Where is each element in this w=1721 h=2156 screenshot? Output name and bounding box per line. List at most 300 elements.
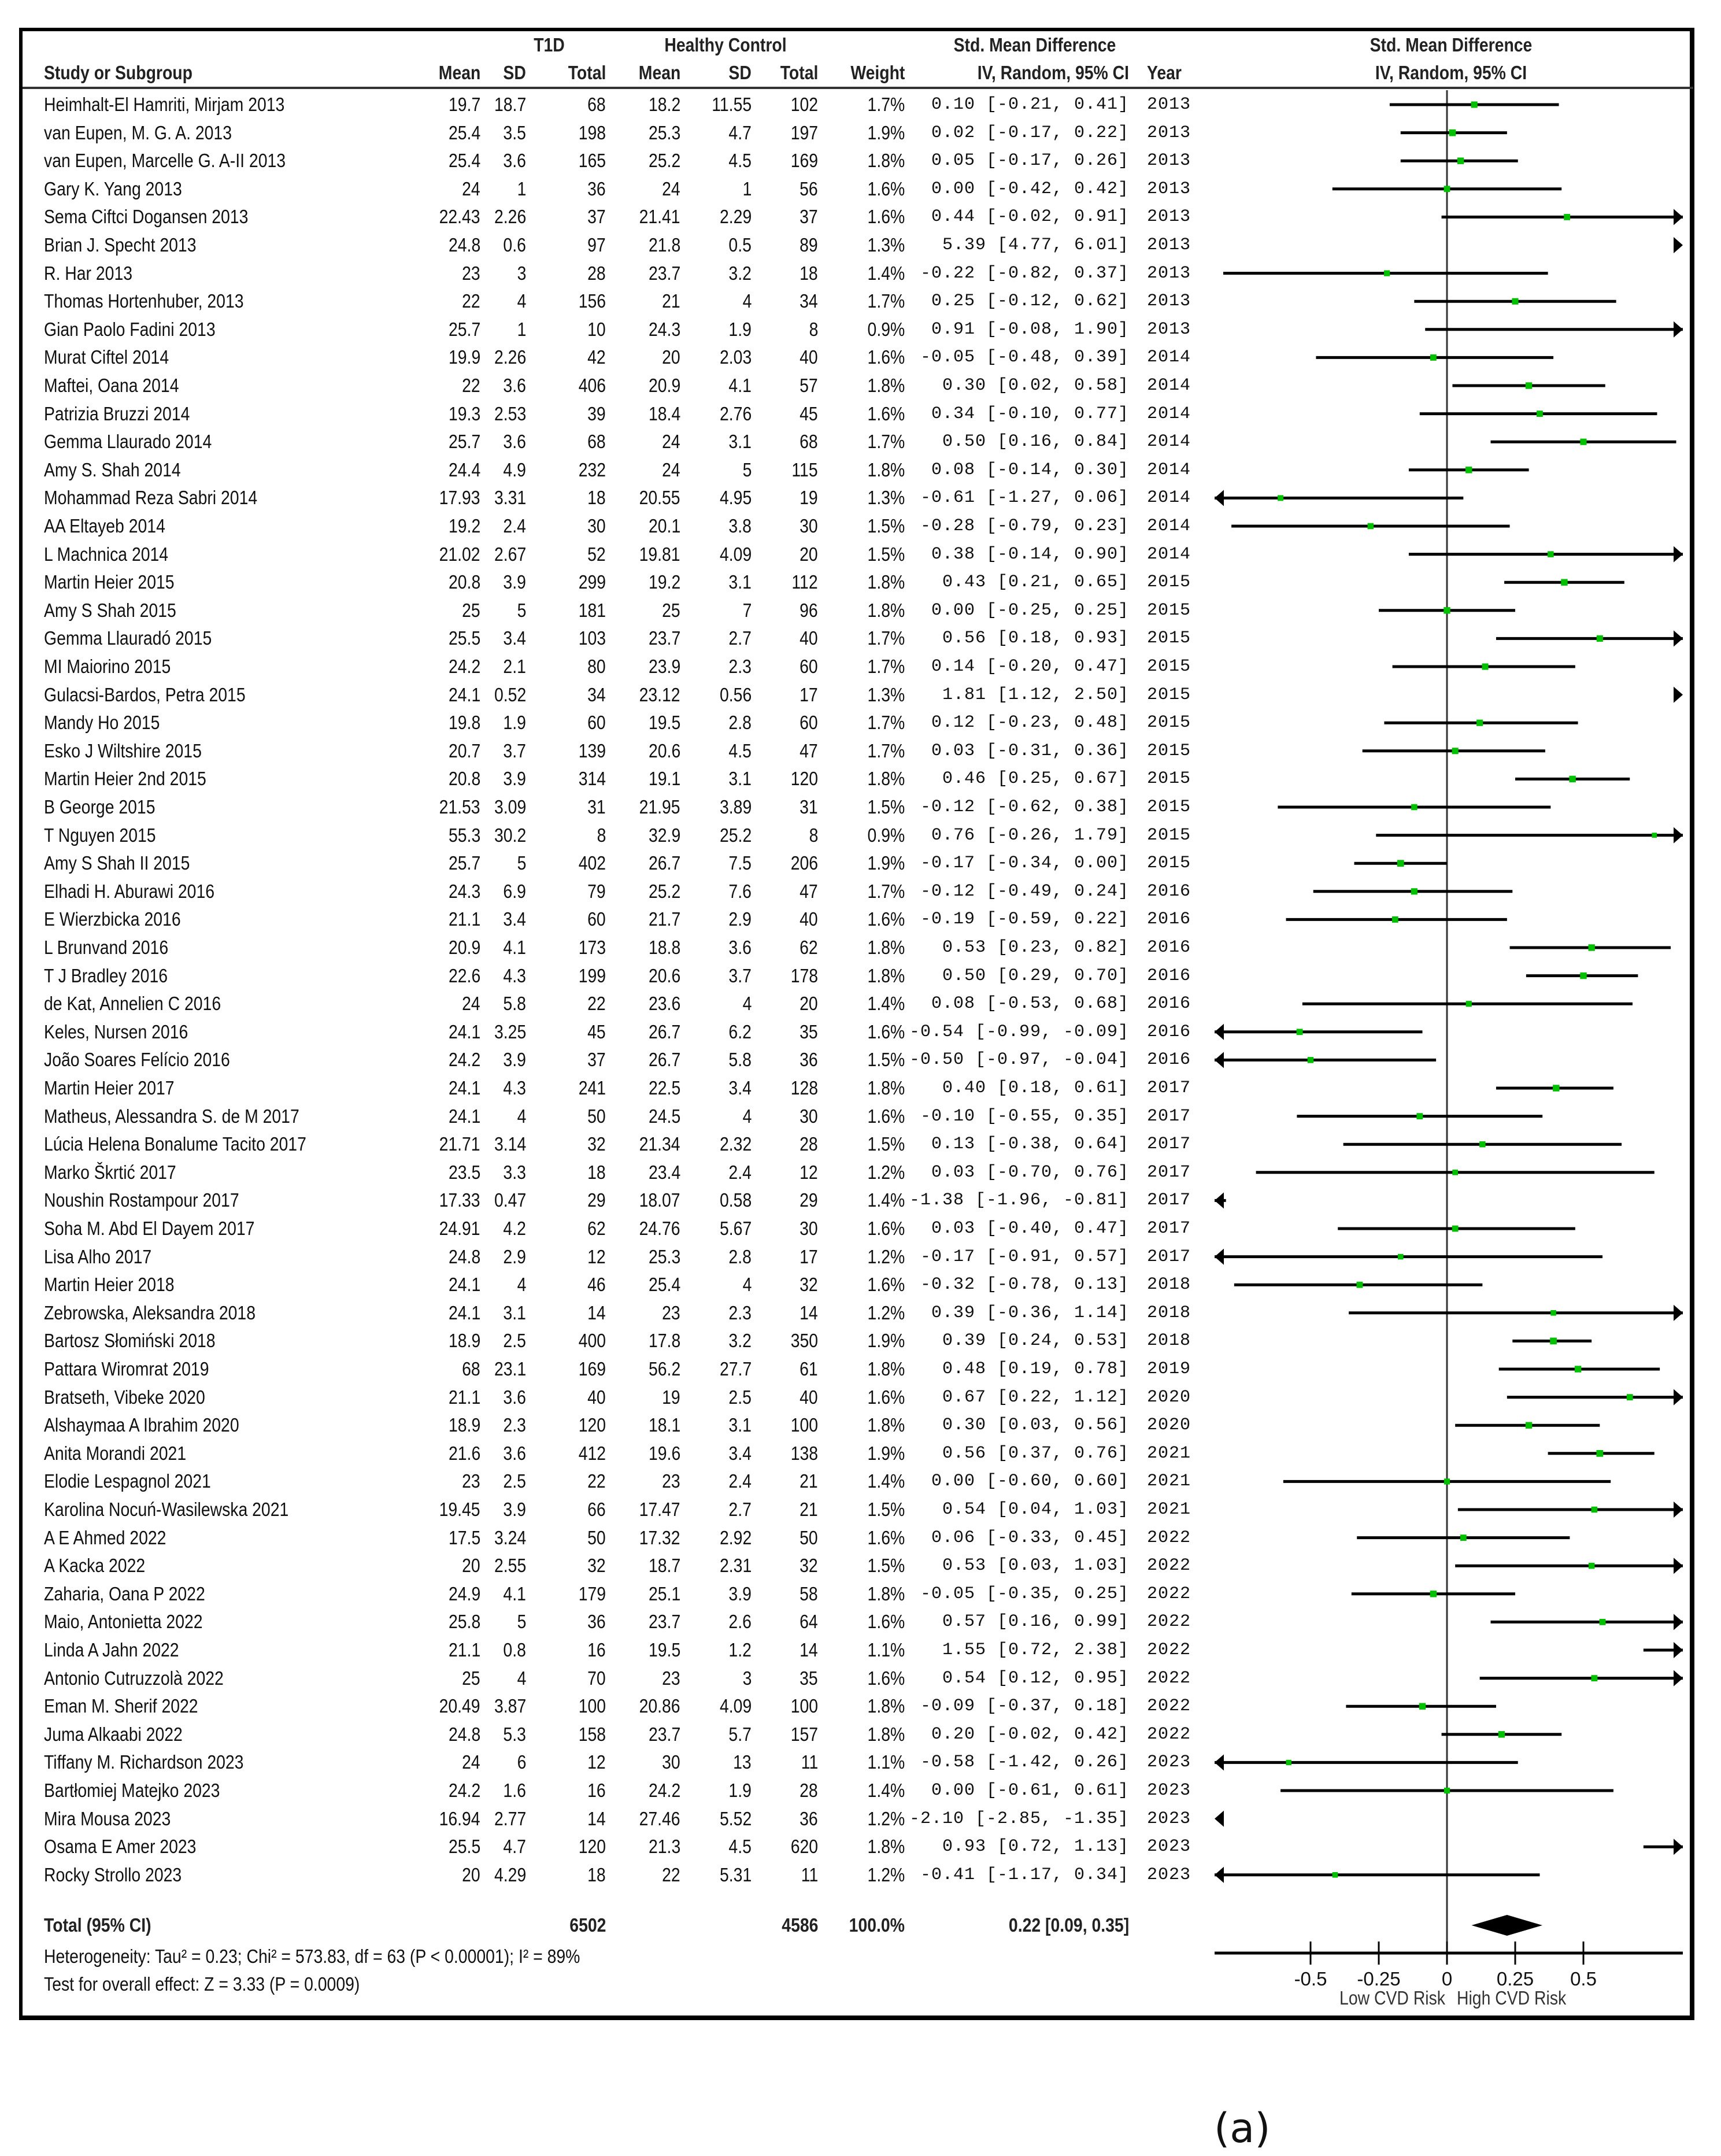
t1d-sd: 4 [517, 290, 526, 312]
point-estimate [1479, 1141, 1486, 1148]
study-ci-mark [1455, 1558, 1683, 1574]
smd-ci: -0.17 [-0.91, 0.57] [920, 1247, 1129, 1267]
smd-ci: 0.44 [-0.02, 0.91] [931, 207, 1129, 227]
ci-arrow-left [1215, 490, 1224, 506]
smd-ci: -0.10 [-0.55, 0.35] [920, 1106, 1129, 1126]
study-name: Linda A Jahn 2022 [44, 1639, 179, 1661]
study-ci-mark [1344, 1141, 1622, 1148]
hc-total: 32 [800, 1274, 818, 1296]
point-estimate [1465, 467, 1472, 473]
hc-total: 206 [790, 852, 818, 874]
weight: 1.4% [867, 1780, 905, 1801]
weight: 1.9% [867, 121, 905, 143]
study-ci-mark [1379, 607, 1515, 613]
x-tick-label: -0.5 [1294, 1968, 1327, 1989]
t1d-total: 18 [587, 487, 606, 509]
smd-ci: 1.55 [0.72, 2.38] [942, 1640, 1129, 1660]
smd-ci: 0.93 [0.72, 1.13] [942, 1837, 1129, 1857]
col-header-plot-ci: IV, Random, 95% CI [1375, 62, 1527, 83]
point-estimate [1466, 1001, 1472, 1007]
hc-sd: 11.55 [712, 94, 752, 115]
weight: 1.8% [867, 1358, 905, 1380]
total-label: Total (95% CI) [44, 1914, 151, 1936]
hc-mean: 20.55 [639, 487, 680, 509]
t1d-sd: 2.77 [494, 1807, 526, 1829]
weight: 1.8% [867, 458, 905, 480]
year: 2015 [1147, 572, 1191, 593]
study-ci-mark [1409, 546, 1683, 563]
year: 2015 [1147, 713, 1191, 733]
hc-mean: 23.7 [648, 1611, 680, 1633]
study-name: Martin Heier 2015 [44, 571, 175, 593]
hc-mean: 19.5 [648, 1639, 680, 1661]
point-estimate [1444, 1478, 1450, 1484]
group-header-smd-plot: Std. Mean Difference [1370, 34, 1533, 56]
weight: 1.1% [867, 1751, 905, 1773]
total-ci: 0.22 [0.09, 0.35] [1008, 1914, 1129, 1936]
year: 2017 [1147, 1247, 1191, 1267]
t1d-sd: 2.26 [494, 206, 526, 228]
hc-total: 68 [800, 431, 818, 453]
smd-ci: 0.48 [0.19, 0.78] [942, 1359, 1129, 1379]
study-ci-mark [1455, 1422, 1600, 1429]
t1d-sd: 3.9 [503, 768, 526, 790]
t1d-mean: 21.53 [439, 796, 480, 818]
point-estimate [1580, 972, 1586, 979]
t1d-sd: 0.47 [494, 1189, 526, 1211]
point-estimate [1397, 860, 1404, 867]
hc-sd: 3 [742, 1667, 752, 1689]
hc-total: 128 [790, 1077, 818, 1099]
t1d-mean: 24.1 [448, 683, 480, 705]
smd-ci: 0.91 [-0.08, 1.90] [931, 319, 1129, 339]
study-ci-mark [1215, 1811, 1224, 1827]
hc-mean: 22 [662, 1863, 680, 1885]
t1d-sd: 3.3 [503, 1161, 526, 1183]
t1d-mean: 22.6 [448, 964, 480, 986]
t1d-mean: 24.2 [448, 1049, 480, 1071]
point-estimate [1537, 411, 1543, 417]
hc-total: 35 [800, 1667, 818, 1689]
hc-total: 138 [790, 1442, 818, 1464]
t1d-total: 80 [587, 656, 606, 677]
study-ci-mark [1644, 1642, 1683, 1658]
smd-ci: 0.67 [0.22, 1.12] [942, 1387, 1129, 1407]
hc-mean: 20.6 [648, 964, 680, 986]
hc-total: 64 [800, 1611, 818, 1633]
t1d-mean: 24 [462, 993, 480, 1015]
smd-ci: -0.54 [-0.99, -0.09] [909, 1022, 1129, 1042]
smd-ci: 0.56 [0.18, 0.93] [942, 628, 1129, 649]
study-name: Maio, Antonietta 2022 [44, 1611, 203, 1633]
smd-ci: 0.03 [-0.40, 0.47] [931, 1219, 1129, 1238]
study-name: Gulacsi-Bardos, Petra 2015 [44, 683, 246, 705]
hc-total: 30 [800, 515, 818, 537]
t1d-total: 79 [587, 880, 606, 902]
smd-ci: -0.32 [-0.78, 0.13] [920, 1275, 1129, 1295]
t1d-sd: 5 [517, 852, 526, 874]
t1d-total: 50 [587, 1526, 606, 1548]
x-tick-label: 0 [1441, 1968, 1453, 1989]
t1d-sd: 1 [517, 177, 526, 199]
t1d-mean: 24.3 [448, 880, 480, 902]
smd-ci: 0.05 [-0.17, 0.26] [931, 151, 1129, 171]
point-estimate [1419, 1703, 1426, 1710]
t1d-total: 68 [587, 94, 606, 115]
hc-mean: 23 [662, 1301, 680, 1323]
year: 2017 [1147, 1078, 1191, 1098]
t1d-total: 12 [587, 1245, 606, 1267]
point-estimate [1430, 354, 1437, 361]
t1d-sd: 2.67 [494, 543, 526, 565]
study-ci-mark [1357, 1534, 1570, 1541]
smd-ci: 0.40 [0.18, 0.61] [942, 1078, 1129, 1098]
point-estimate [1482, 663, 1489, 670]
hc-total: 102 [790, 94, 818, 115]
hc-sd: 6.2 [728, 1020, 752, 1042]
smd-ci: -2.10 [-2.85, -1.35] [909, 1809, 1129, 1829]
t1d-mean: 24.1 [448, 1301, 480, 1323]
t1d-total: 60 [587, 712, 606, 734]
weight: 1.8% [867, 599, 905, 621]
weight: 1.3% [867, 234, 905, 256]
smd-ci: -0.12 [-0.49, 0.24] [920, 881, 1129, 901]
t1d-total: 37 [587, 206, 606, 228]
study-ci-mark [1215, 1024, 1423, 1040]
t1d-mean: 24.8 [448, 1723, 480, 1745]
t1d-sd: 1.6 [503, 1780, 526, 1801]
t1d-mean: 24.1 [448, 1077, 480, 1099]
hc-sd: 2.3 [728, 1301, 752, 1323]
hc-mean: 27.46 [639, 1807, 680, 1829]
smd-ci: -0.05 [-0.48, 0.39] [920, 347, 1129, 368]
col-header-hc-mean: Mean [638, 62, 680, 83]
study-name: Martin Heier 2018 [44, 1274, 175, 1296]
hc-mean: 18.2 [648, 94, 680, 115]
smd-ci: 0.02 [-0.17, 0.22] [931, 123, 1129, 143]
study-ci-mark [1316, 354, 1553, 361]
smd-ci: 0.03 [-0.31, 0.36] [931, 741, 1129, 761]
hc-mean: 23.9 [648, 656, 680, 677]
weight: 1.6% [867, 1020, 905, 1042]
t1d-mean: 22 [462, 375, 480, 396]
ci-arrow-right [1674, 321, 1683, 338]
year: 2017 [1147, 1219, 1191, 1238]
weight: 1.2% [867, 1245, 905, 1267]
weight: 1.8% [867, 1723, 905, 1745]
study-ci-mark [1256, 1170, 1655, 1175]
t1d-total: 18 [587, 1863, 606, 1885]
study-ci-mark [1442, 1731, 1562, 1737]
smd-ci: 0.46 [0.25, 0.67] [942, 769, 1129, 789]
study-ci-mark [1401, 158, 1518, 164]
hc-total: 112 [791, 571, 818, 593]
t1d-mean: 24.2 [448, 656, 480, 677]
study-name: Maftei, Oana 2014 [44, 375, 179, 396]
study-ci-mark [1491, 439, 1676, 445]
weight: 1.8% [867, 1077, 905, 1099]
smd-ci: 0.08 [-0.53, 0.68] [931, 994, 1129, 1014]
hc-sd: 5.7 [728, 1723, 752, 1745]
point-estimate [1416, 1113, 1423, 1119]
weight: 1.6% [867, 1526, 905, 1548]
weight: 1.7% [867, 431, 905, 453]
year: 2015 [1147, 741, 1191, 761]
study-ci-mark [1338, 1226, 1575, 1232]
study-name: Gemma Llaurado 2014 [44, 431, 212, 453]
year: 2015 [1147, 657, 1191, 676]
study-ci-mark [1215, 1754, 1518, 1770]
point-estimate [1278, 495, 1283, 501]
t1d-total: 100 [578, 1695, 606, 1717]
t1d-sd: 3.9 [503, 571, 526, 593]
t1d-mean: 24.1 [448, 1105, 480, 1127]
study-name: Juma Alkaabi 2022 [44, 1723, 183, 1745]
hc-mean: 23 [662, 1667, 680, 1689]
hc-mean: 23.7 [648, 262, 680, 284]
weight: 0.9% [867, 824, 905, 846]
weight: 1.5% [867, 1499, 905, 1520]
study-name: Pattara Wiromrat 2019 [44, 1358, 209, 1380]
hc-sd: 2.6 [728, 1611, 752, 1633]
t1d-mean: 21.1 [448, 1639, 480, 1661]
hc-total: 45 [800, 402, 818, 424]
study-name: B George 2015 [44, 796, 156, 818]
t1d-total: 14 [587, 1807, 606, 1829]
hc-mean: 23.7 [648, 627, 680, 649]
smd-ci: -0.50 [-0.97, -0.04] [909, 1050, 1129, 1070]
study-ci-mark [1313, 888, 1513, 894]
year: 2016 [1147, 881, 1191, 901]
t1d-total: 31 [587, 796, 606, 818]
hc-total: 115 [791, 458, 818, 480]
col-header-t1d-sd: SD [503, 62, 526, 83]
weight: 1.9% [867, 1330, 905, 1352]
weight: 1.6% [867, 402, 905, 424]
col-header-weight: Weight [850, 62, 905, 83]
weight: 0.9% [867, 318, 905, 340]
study-ci-mark [1420, 411, 1657, 417]
smd-ci: 0.54 [0.04, 1.03] [942, 1500, 1129, 1519]
study-ci-mark [1234, 1282, 1483, 1288]
hc-mean: 21.8 [648, 234, 680, 256]
col-header-t1d-mean: Mean [438, 62, 480, 83]
year: 2022 [1147, 1640, 1191, 1660]
hc-sd: 4.95 [719, 487, 752, 509]
t1d-total: 406 [578, 375, 606, 396]
hc-mean: 18.8 [648, 937, 680, 958]
col-header-ci: IV, Random, 95% CI [977, 62, 1129, 83]
year: 2016 [1147, 909, 1191, 930]
weight: 1.6% [867, 1274, 905, 1296]
point-estimate [1588, 944, 1594, 951]
study-name: Bratseth, Vibeke 2020 [44, 1386, 205, 1408]
hc-mean: 25.2 [648, 880, 680, 902]
year: 2016 [1147, 994, 1191, 1014]
t1d-total: 179 [578, 1582, 606, 1604]
year: 2016 [1147, 1050, 1191, 1070]
x-tick-label: 0.25 [1496, 1968, 1534, 1989]
smd-ci: 0.50 [0.16, 0.84] [942, 432, 1129, 452]
ci-arrow-right [1674, 630, 1683, 646]
t1d-mean: 16.94 [439, 1807, 480, 1829]
hc-sd: 5.52 [719, 1807, 752, 1829]
study-ci-mark [1215, 1867, 1539, 1883]
ci-arrow-right [1674, 1614, 1683, 1630]
hc-mean: 22.5 [648, 1077, 680, 1099]
year: 2017 [1147, 1190, 1191, 1211]
hc-total: 96 [800, 599, 818, 621]
hc-sd: 0.5 [728, 234, 752, 256]
study-name: Matheus, Alessandra S. de M 2017 [44, 1105, 299, 1127]
smd-ci: 0.30 [0.02, 0.58] [942, 376, 1129, 395]
hc-total: 17 [800, 683, 818, 705]
year: 2021 [1147, 1443, 1191, 1463]
t1d-total: 36 [587, 177, 606, 199]
t1d-sd: 2.55 [494, 1555, 526, 1577]
hc-total: 28 [800, 1133, 818, 1155]
t1d-mean: 18.9 [448, 1330, 480, 1352]
t1d-sd: 5 [517, 1611, 526, 1633]
hc-mean: 25 [662, 599, 680, 621]
t1d-mean: 21.6 [448, 1442, 480, 1464]
hc-total: 36 [800, 1049, 818, 1071]
weight: 1.5% [867, 543, 905, 565]
year: 2014 [1147, 376, 1191, 395]
study-ci-mark [1409, 467, 1529, 473]
t1d-sd: 3.9 [503, 1049, 526, 1071]
study-name: Alshaymaa A Ibrahim 2020 [44, 1414, 239, 1436]
year: 2023 [1147, 1865, 1191, 1885]
point-estimate [1652, 833, 1657, 838]
weight: 1.5% [867, 1555, 905, 1577]
weight: 1.6% [867, 1611, 905, 1633]
hc-sd: 3.4 [728, 1077, 752, 1099]
smd-ci: -0.58 [-1.42, 0.26] [920, 1752, 1129, 1773]
year: 2013 [1147, 151, 1191, 171]
hc-mean: 19.81 [639, 543, 680, 565]
t1d-sd: 3.9 [503, 1499, 526, 1520]
smd-ci: 0.53 [0.03, 1.03] [942, 1556, 1129, 1576]
study-name: Tiffany M. Richardson 2023 [44, 1751, 244, 1773]
t1d-total: 66 [587, 1499, 606, 1520]
year: 2022 [1147, 1528, 1191, 1548]
weight: 1.4% [867, 1189, 905, 1211]
study-name: Elhadi H. Aburawi 2016 [44, 880, 215, 902]
t1d-total: 120 [578, 1836, 606, 1858]
t1d-total: 412 [578, 1442, 606, 1464]
weight: 1.8% [867, 1695, 905, 1717]
year: 2022 [1147, 1668, 1191, 1688]
weight: 1.6% [867, 1667, 905, 1689]
hc-sd: 5.31 [719, 1863, 752, 1885]
hc-mean: 23 [662, 1470, 680, 1492]
t1d-sd: 4 [517, 1105, 526, 1127]
t1d-sd: 4.2 [503, 1218, 526, 1239]
t1d-total: 46 [587, 1274, 606, 1296]
smd-ci: 0.30 [0.03, 0.56] [942, 1415, 1129, 1436]
point-estimate [1411, 888, 1417, 894]
hc-mean: 17.32 [639, 1526, 680, 1548]
hc-total: 30 [800, 1218, 818, 1239]
study-name: Gemma Llauradó 2015 [44, 627, 212, 649]
study-ci-mark [1515, 776, 1630, 782]
study-name: Bartosz Słomiński 2018 [44, 1330, 216, 1352]
year: 2022 [1147, 1724, 1191, 1744]
hc-sd: 27.7 [719, 1358, 752, 1380]
study-ci-mark [1442, 209, 1683, 225]
hc-mean: 17.8 [648, 1330, 680, 1352]
study-ci-mark [1346, 1703, 1496, 1710]
hc-sd: 3.1 [728, 571, 752, 593]
total-weight: 100.0% [849, 1914, 905, 1936]
hc-sd: 3.7 [728, 964, 752, 986]
smd-ci: 0.57 [0.16, 0.99] [942, 1612, 1129, 1632]
hc-mean: 18.7 [648, 1555, 680, 1577]
weight: 1.8% [867, 964, 905, 986]
study-name: Patrizia Bruzzi 2014 [44, 402, 190, 424]
hc-sd: 2.4 [728, 1470, 752, 1492]
study-ci-mark [1363, 748, 1545, 754]
t1d-sd: 3.25 [494, 1020, 526, 1042]
t1d-mean: 24.1 [448, 1020, 480, 1042]
hc-sd: 2.5 [728, 1386, 752, 1408]
t1d-sd: 4 [517, 1667, 526, 1689]
ci-arrow-right [1674, 1502, 1683, 1518]
weight: 1.6% [867, 177, 905, 199]
study-ci-mark [1354, 860, 1447, 867]
t1d-mean: 24.4 [448, 458, 480, 480]
hc-mean: 24.3 [648, 318, 680, 340]
study-ci-mark [1278, 804, 1550, 811]
hc-total: 47 [800, 880, 818, 902]
t1d-mean: 20.8 [448, 768, 480, 790]
study-name: Bartłomiej Matejko 2023 [44, 1780, 220, 1801]
t1d-total: 18 [587, 1161, 606, 1183]
t1d-sd: 6 [517, 1751, 526, 1773]
year: 2013 [1147, 263, 1191, 283]
smd-ci: -0.12 [-0.62, 0.38] [920, 797, 1129, 817]
point-estimate [1600, 1619, 1606, 1625]
study-ci-mark [1510, 944, 1671, 951]
hc-sd: 3.1 [728, 768, 752, 790]
ci-arrow-left [1215, 1024, 1224, 1040]
weight: 1.7% [867, 880, 905, 902]
hc-sd: 5.8 [728, 1049, 752, 1071]
smd-ci: 1.81 [1.12, 2.50] [942, 685, 1129, 705]
weight: 1.9% [867, 852, 905, 874]
study-name: E Wierzbicka 2016 [44, 908, 181, 930]
study-ci-mark [1401, 130, 1507, 136]
hc-mean: 25.1 [648, 1582, 680, 1604]
hc-total: 40 [800, 346, 818, 368]
study-ci-mark [1480, 1670, 1683, 1687]
hc-total: 60 [800, 656, 818, 677]
smd-ci: 0.34 [-0.10, 0.77] [931, 404, 1129, 424]
ci-arrow-right [1674, 827, 1683, 844]
hc-total: 21 [800, 1470, 818, 1492]
t1d-mean: 21.1 [448, 908, 480, 930]
study-name: Marko Škrtić 2017 [44, 1161, 176, 1183]
hc-total: 37 [800, 206, 818, 228]
year: 2022 [1147, 1612, 1191, 1632]
t1d-total: 10 [587, 318, 606, 340]
figure-caption: (a) [1214, 2105, 1271, 2152]
t1d-mean: 19.45 [439, 1499, 480, 1520]
hc-sd: 2.76 [719, 402, 752, 424]
t1d-total: 52 [587, 543, 606, 565]
t1d-total: 158 [578, 1723, 606, 1745]
